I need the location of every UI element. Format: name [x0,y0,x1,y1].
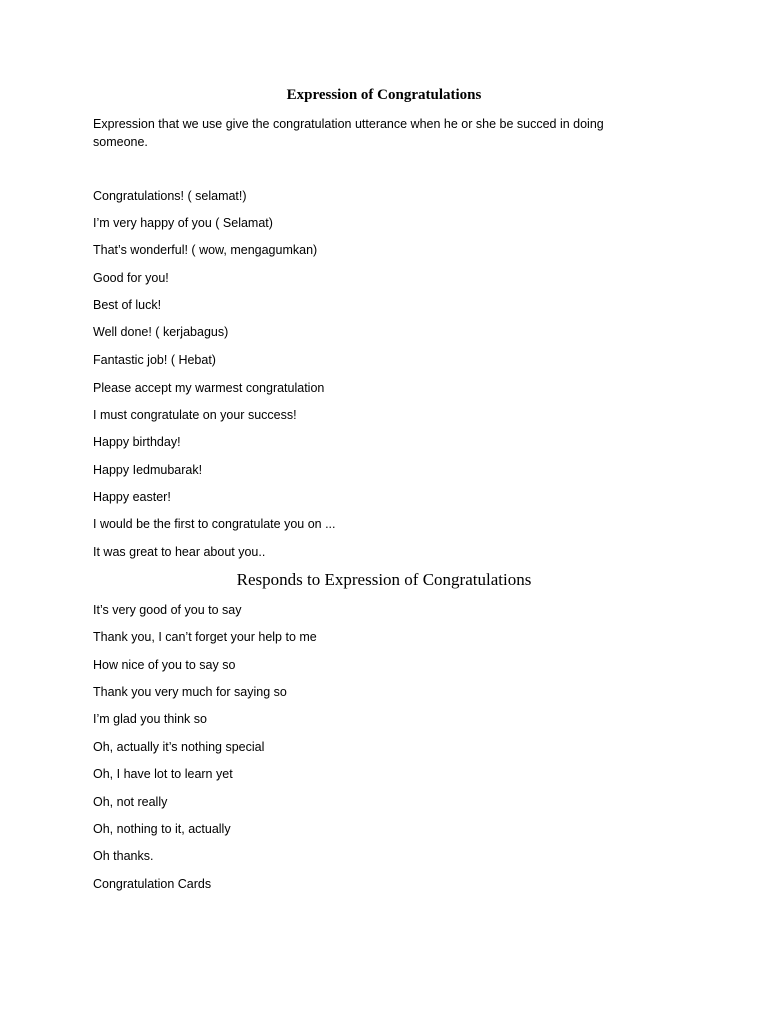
expression-item: Please accept my warmest congratulation [93,381,325,395]
page-title: Expression of Congratulations [286,87,482,103]
expression-item: It was great to hear about you.. [93,545,266,559]
response-item: How nice of you to say so [93,658,236,672]
expression-item: Happy easter! [93,490,171,504]
expression-item: Good for you! [93,271,169,285]
responses-heading: Responds to Expression of Congratulations [236,570,532,589]
response-item: It’s very good of you to say [93,603,242,617]
expression-item: Happy birthday! [93,435,181,449]
response-item: I’m glad you think so [93,712,207,726]
response-item: Oh thanks. [93,849,154,863]
response-item: Oh, not really [93,795,168,809]
expression-item: I would be the first to congratulate you on ... [93,517,336,531]
expression-item: Fantastic job! ( Hebat) [93,353,216,367]
expression-item: That’s wonderful! ( wow, mengagumkan) [93,243,318,257]
response-item: Oh, I have lot to learn yet [93,767,233,781]
expression-item: Well done! ( kerjabagus) [93,325,229,339]
response-item: Oh, nothing to it, actually [93,822,231,836]
expression-item: I’m very happy of you ( Selamat) [93,216,273,230]
response-item: Congratulation Cards [93,877,212,891]
expression-item: Best of luck! [93,298,162,312]
expression-item: Congratulations! ( selamat!) [93,189,247,203]
expression-item: Happy Iedmubarak! [93,463,203,477]
response-item: Thank you very much for saying so [93,685,287,699]
intro-paragraph: Expression that we use give the congratulation utterance when he or she be succed in doing someone. [93,117,604,149]
response-item: Oh, actually it’s nothing special [93,740,265,754]
response-item: Thank you, I can’t forget your help to me [93,630,317,644]
expression-item: I must congratulate on your success! [93,408,297,422]
